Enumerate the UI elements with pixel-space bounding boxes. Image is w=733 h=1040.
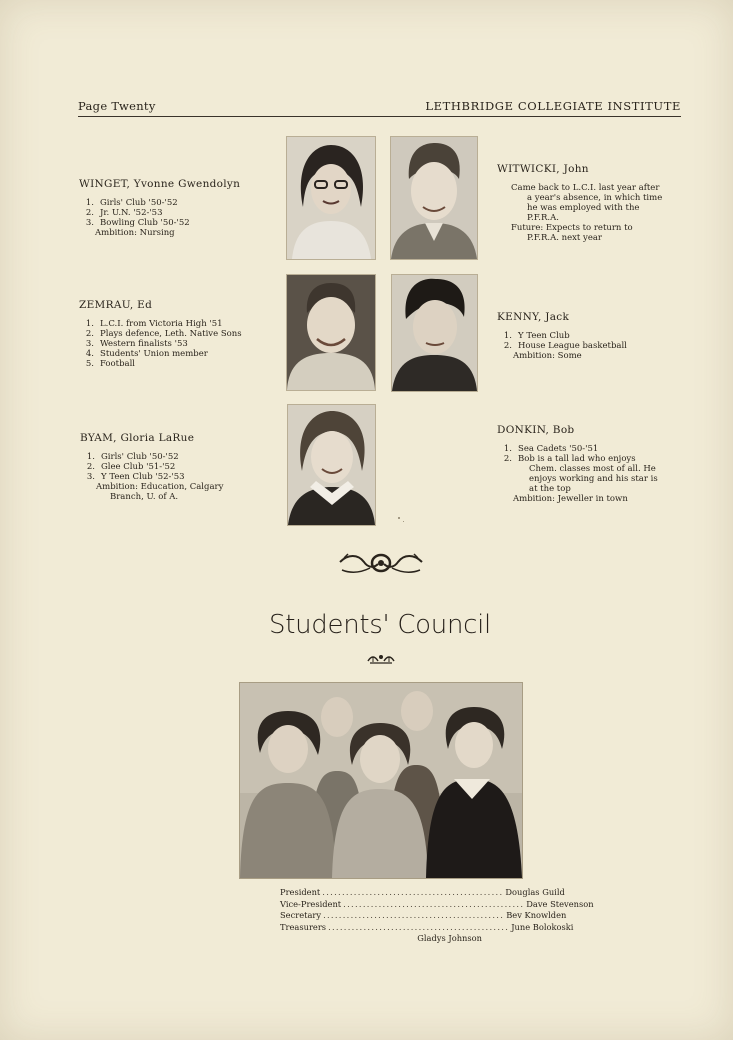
ambition: Ambition: Jeweller in town	[513, 494, 628, 504]
page-header	[78, 99, 681, 116]
officer-role: President	[280, 887, 321, 897]
student-name: DONKIN, Bob	[497, 424, 575, 436]
student-entry-winget	[79, 179, 279, 238]
paper-speck	[403, 521, 404, 522]
student-name: WINGET, Yvonne Gwendolyn	[79, 178, 241, 190]
officer-row	[280, 921, 574, 934]
officer-name: Douglas Guild	[505, 887, 565, 897]
activity-list	[80, 452, 280, 482]
list-item: 2. Glee Club '51-'52	[86, 462, 176, 472]
leader-dots: ..............................................	[323, 910, 505, 921]
student-description: Came back to L.C.I. last year after a year's absence, in which time he was employed with the P.F.R.A. Future: Expects to return to P.F.R.A. next year	[511, 183, 663, 243]
officer-role: Treasurers	[280, 921, 327, 932]
ambition: Ambition: Some	[513, 351, 582, 361]
leader-dots: ..............................................	[343, 898, 525, 909]
school-name: LETHBRIDGE COLLEGIATE INSTITUTE	[425, 99, 681, 113]
header-rule	[78, 116, 681, 117]
list-item: 2. House League basketball	[503, 341, 627, 351]
list-item: 1. Girls' Club '50-'52	[85, 198, 178, 208]
activity-list	[497, 331, 687, 351]
list-item: 1. Sea Cadets '50-'51	[503, 444, 599, 454]
list-item: 4. Students' Union member	[85, 349, 208, 359]
list-item: 2. Bob is a tall lad who enjoys	[503, 454, 636, 464]
student-name: ZEMRAU, Ed	[79, 299, 153, 311]
list-item: 1. Girls' Club '50-'52	[86, 452, 179, 462]
activity-list	[497, 444, 687, 464]
student-entry-witwicki	[497, 164, 687, 243]
section-title: Students' Council	[269, 610, 491, 640]
student-name: WITWICKI, John	[497, 163, 589, 175]
officer-role: Vice-President	[280, 898, 342, 909]
list-item: 3. Y Teen Club '52-'53	[86, 472, 185, 482]
decorative-ornament-icon	[338, 550, 424, 576]
list-item: 5. Football	[85, 359, 136, 369]
student-entry-donkin	[497, 425, 687, 504]
officer-row	[280, 933, 482, 945]
activity-list	[79, 198, 279, 228]
portrait-photo-byam	[287, 404, 376, 526]
description-continued: Chem. classes most of all. He enjoys working and his star is at the top	[529, 464, 658, 494]
student-name: KENNY, Jack	[497, 311, 570, 323]
ambition-continued: Branch, U. of A.	[110, 492, 179, 502]
officer-name: Bev Knowlden	[506, 910, 567, 921]
officer-row	[280, 910, 567, 922]
portrait-photo-winget	[286, 136, 376, 260]
list-item: 2. Jr. U.N. '52-'53	[85, 208, 163, 218]
list-item: 1. Y Teen Club	[503, 331, 570, 341]
list-item: 3. Bowling Club '50-'52	[85, 218, 190, 228]
portrait-photo-kenny	[391, 274, 478, 392]
student-name: BYAM, Gloria LaRue	[80, 432, 195, 444]
portrait-photo-zemrau	[286, 274, 376, 391]
leader-dots: ..............................................	[328, 921, 510, 932]
officer-row	[280, 887, 565, 899]
activity-list	[79, 319, 279, 369]
officer-name: Gladys Johnson	[417, 933, 482, 944]
list-item: 2. Plays defence, Leth. Native Sons	[85, 329, 242, 339]
officer-name: Dave Stevenson	[526, 898, 594, 909]
list-item: 1. L.C.I. from Victoria High '51	[85, 319, 223, 329]
ambition: Ambition: Education, Calgary	[96, 482, 224, 492]
student-entry-kenny	[497, 312, 687, 361]
ambition: Ambition: Nursing	[95, 228, 175, 238]
small-ornament-icon	[366, 651, 396, 665]
paper-speck	[398, 517, 400, 519]
officer-name: June Bolokoski	[511, 921, 574, 932]
leader-dots: ..............................................	[322, 887, 504, 897]
page-number: Page Twenty	[78, 99, 156, 113]
officer-role: Secretary	[280, 910, 322, 921]
portrait-photo-witwicki	[390, 136, 478, 260]
student-entry-zemrau	[79, 300, 279, 369]
officer-row	[280, 898, 594, 911]
student-entry-byam	[80, 433, 280, 502]
officers-list	[280, 887, 594, 945]
list-item: 3. Western finalists '53	[85, 339, 188, 349]
group-photo	[239, 682, 523, 879]
